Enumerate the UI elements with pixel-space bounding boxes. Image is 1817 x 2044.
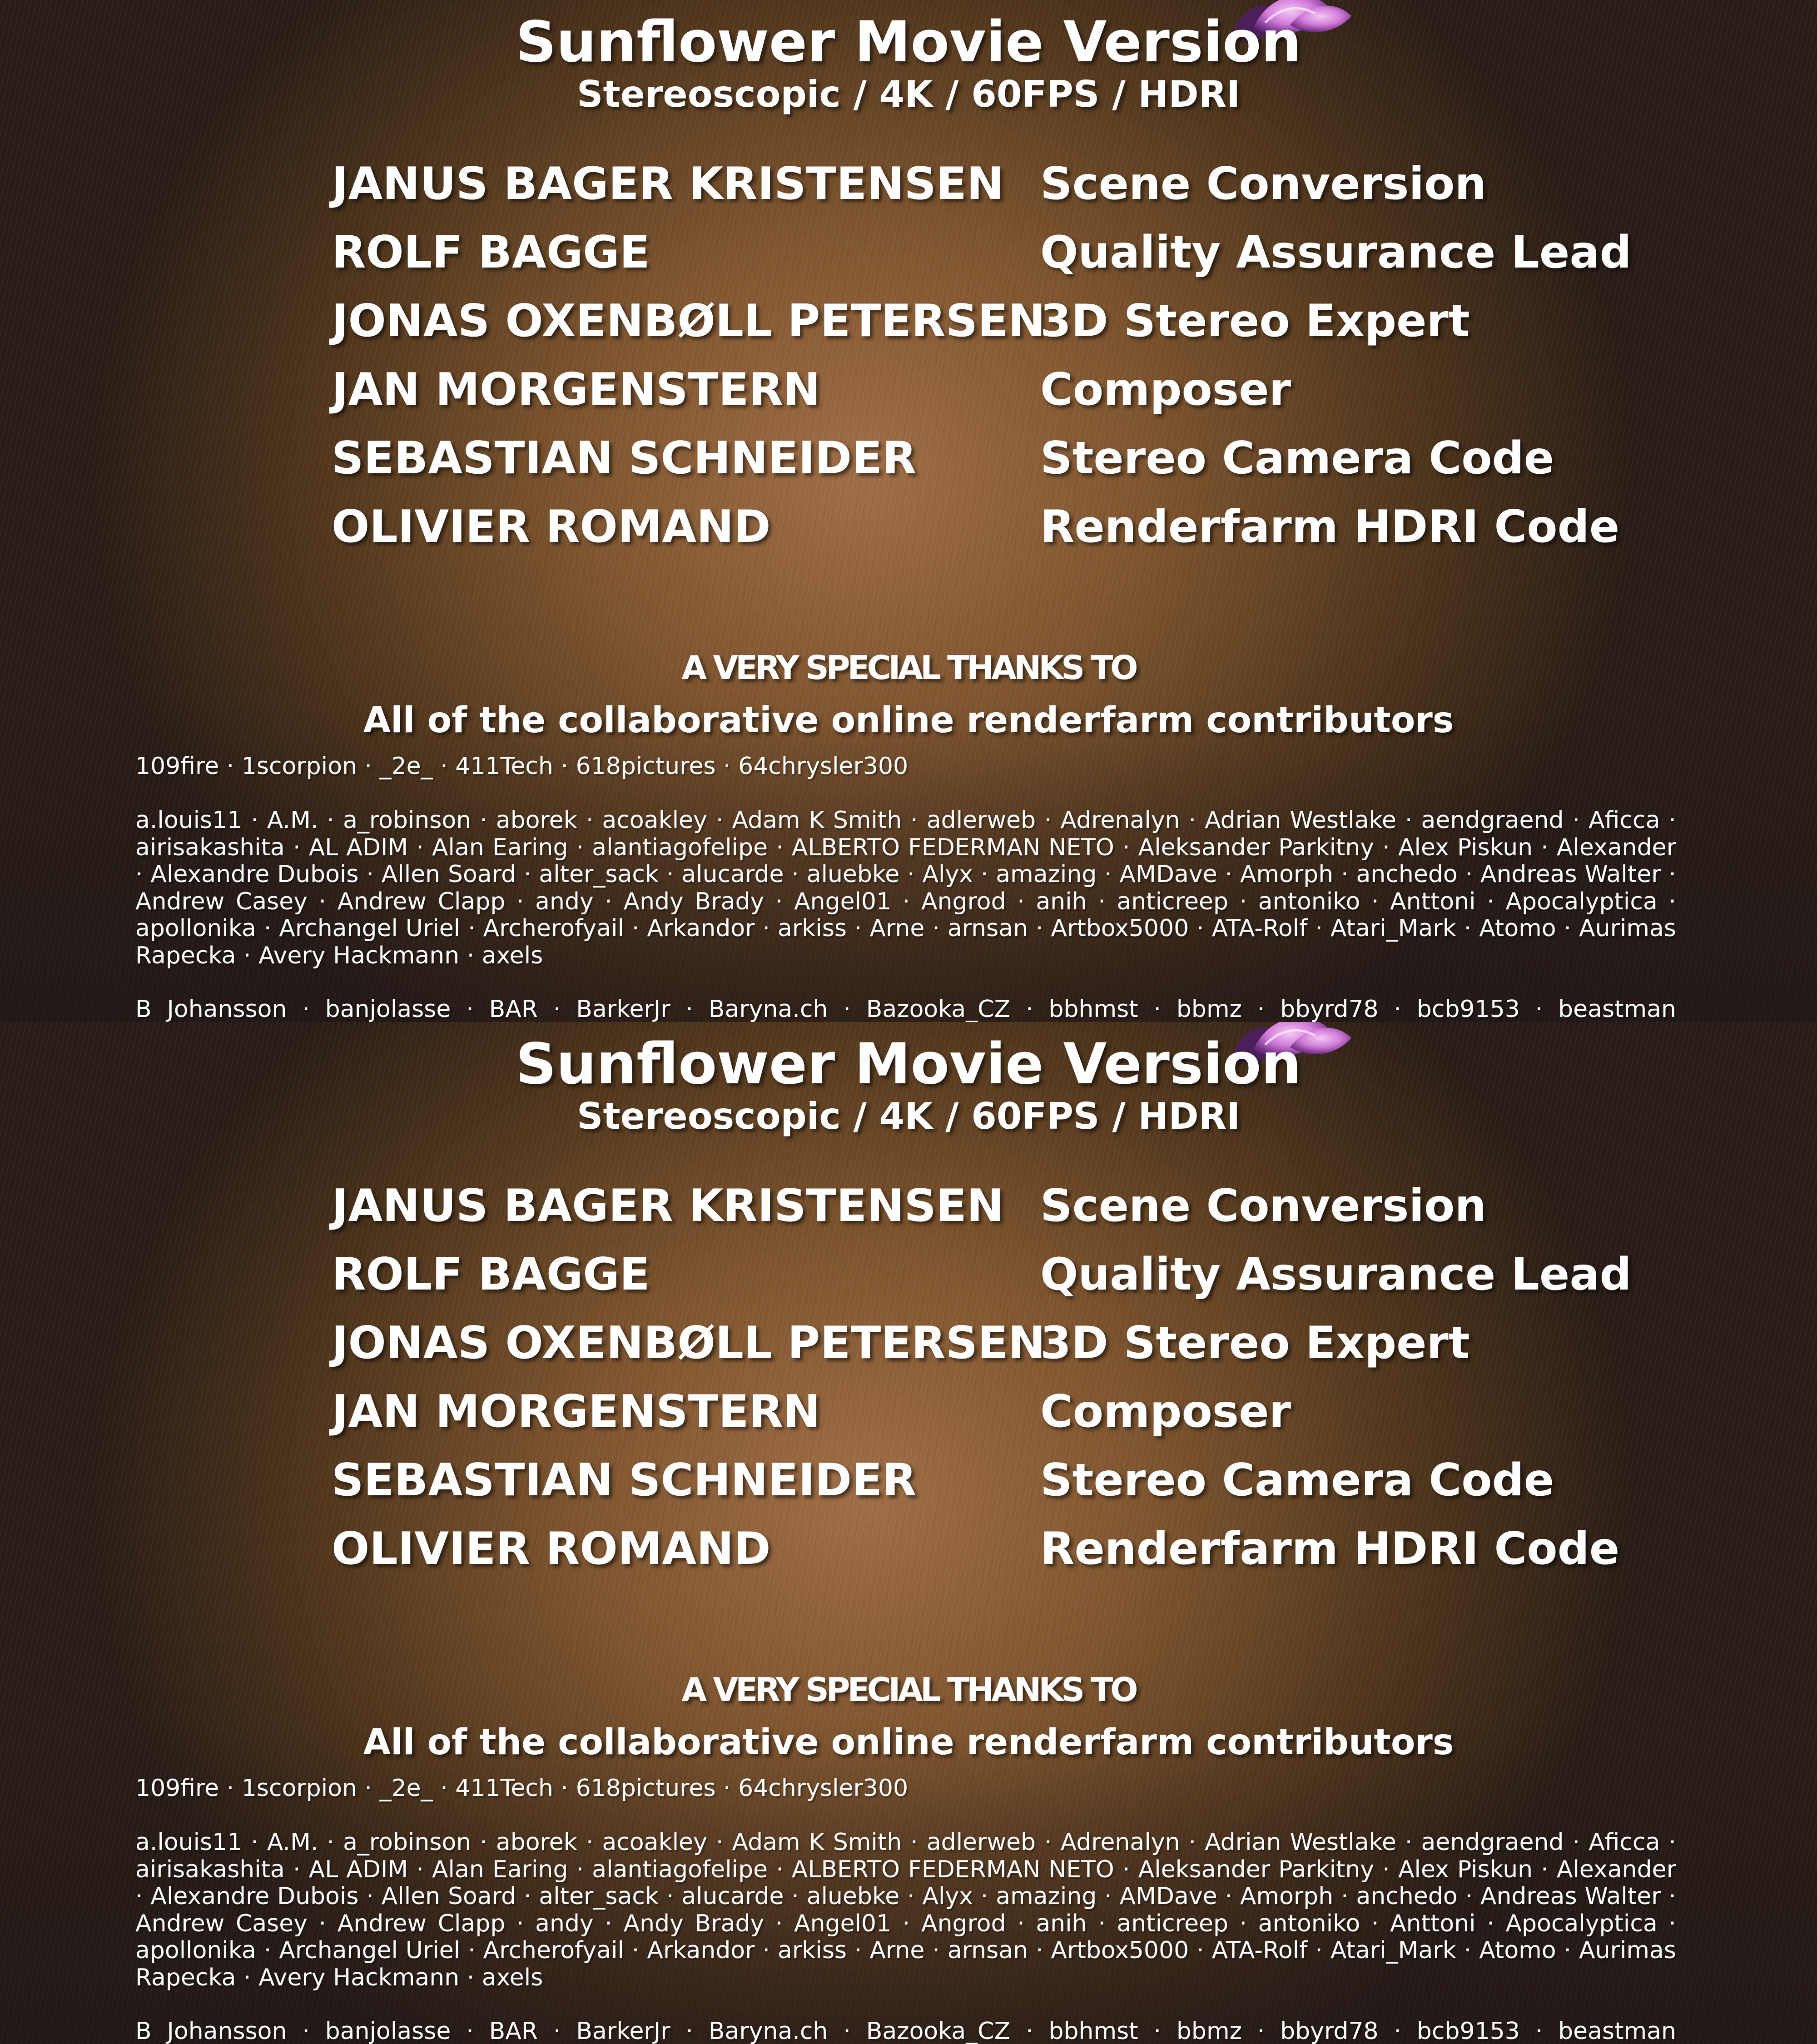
credit-role: Scene Conversion	[1040, 150, 1486, 218]
movie-subtitle: Stereoscopic / 4K / 60FPS / HDRI	[0, 1095, 1817, 1138]
credit-name: SEBASTIAN SCHNEIDER	[332, 1446, 917, 1515]
credit-name: OLIVIER ROMAND	[332, 493, 771, 561]
credit-role: Quality Assurance Lead	[1040, 218, 1632, 287]
special-thanks-heading: A VERY SPECIAL THANKS TO	[0, 647, 1817, 688]
contributors-group: 109fire · 1scorpion · _2e_ · 411Tech · 618pictures · 64chrysler300	[135, 1775, 1676, 1802]
credit-role: Stereo Camera Code	[1040, 424, 1554, 493]
movie-subtitle: Stereoscopic / 4K / 60FPS / HDRI	[0, 73, 1817, 116]
special-thanks-subheading: All of the collaborative online renderfarm contributors	[0, 1720, 1817, 1765]
credit-name: ROLF BAGGE	[332, 1240, 650, 1309]
credit-role: 3D Stereo Expert	[1040, 1309, 1470, 1378]
movie-title: Sunflower Movie Version	[0, 8, 1817, 76]
credit-role: Composer	[1040, 356, 1291, 424]
contributors-group: a.louis11 · A.M. · a_robinson · aborek · acoakley · Adam K Smith · adlerweb · Adrenalyn · Adrian Westlake · aendgraend · Aficca · airisakashita · AL ADIM · Alan Earing · alantiagofelipe · ALBERTO FEDERMAN NETO · Aleksander Parkitny · Alex Piskun · Alexander · Alexandre Dubois · Allen Soard · alter_sack · alucarde · aluebke · Alyx · amazing · AMDave · Amorph · anchedo · Andreas Walter · Andrew Casey · Andrew Clapp · andy · Andy Brady · Angel01 · Angrod · anih · anticreep · antoniko · Anttoni · Apocalyptica · apollonika · Archangel Uriel · Archerofyail · Arkandor · arkiss · Arne · arnsan · Artbox5000 · ATA-Rolf · Atari_Mark · Atomo · Aurimas Rapecka · Avery Hackmann · axels	[135, 807, 1676, 969]
credit-name: JONAS OXENBØLL PETERSEN	[332, 287, 1045, 356]
credit-name: JAN MORGENSTERN	[332, 356, 820, 424]
contributors-group: B Johansson · banjolasse · BAR · BarkerJr · Baryna.ch · Bazooka_CZ · bbhmst · bbmz · bbyrd78 · bcb9153 · beastman	[135, 996, 1676, 1022]
credit-role: Renderfarm HDRI Code	[1040, 1515, 1619, 1583]
special-thanks-heading: A VERY SPECIAL THANKS TO	[0, 1669, 1817, 1710]
credit-name: JONAS OXENBØLL PETERSEN	[332, 1309, 1045, 1378]
credit-role: Stereo Camera Code	[1040, 1446, 1554, 1515]
credit-name: JAN MORGENSTERN	[332, 1378, 820, 1446]
credit-name: JANUS BAGER KRISTENSEN	[332, 150, 1004, 218]
credit-name: SEBASTIAN SCHNEIDER	[332, 424, 917, 493]
movie-title: Sunflower Movie Version	[0, 1030, 1817, 1098]
special-thanks-subheading: All of the collaborative online renderfarm contributors	[0, 698, 1817, 743]
credit-name: OLIVIER ROMAND	[332, 1515, 771, 1583]
contributors-group: a.louis11 · A.M. · a_robinson · aborek · acoakley · Adam K Smith · adlerweb · Adrenalyn · Adrian Westlake · aendgraend · Aficca · airisakashita · AL ADIM · Alan Earing · alantiagofelipe · ALBERTO FEDERMAN NETO · Aleksander Parkitny · Alex Piskun · Alexander · Alexandre Dubois · Allen Soard · alter_sack · alucarde · aluebke · Alyx · amazing · AMDave · Amorph · anchedo · Andreas Walter · Andrew Casey · Andrew Clapp · andy · Andy Brady · Angel01 · Angrod · anih · anticreep · antoniko · Anttoni · Apocalyptica · apollonika · Archangel Uriel · Archerofyail · Arkandor · arkiss · Arne · arnsan · Artbox5000 · ATA-Rolf · Atari_Mark · Atomo · Aurimas Rapecka · Avery Hackmann · axels	[135, 1829, 1676, 1991]
credit-role: Scene Conversion	[1040, 1172, 1486, 1240]
credit-role: Quality Assurance Lead	[1040, 1240, 1632, 1309]
credit-role: Renderfarm HDRI Code	[1040, 493, 1619, 561]
credit-role: 3D Stereo Expert	[1040, 287, 1470, 356]
contributors-group: B Johansson · banjolasse · BAR · BarkerJr · Baryna.ch · Bazooka_CZ · bbhmst · bbmz · bbyrd78 · bcb9153 · beastman	[135, 2018, 1676, 2044]
credit-name: JANUS BAGER KRISTENSEN	[332, 1172, 1004, 1240]
credit-name: ROLF BAGGE	[332, 218, 650, 287]
contributors-group: 109fire · 1scorpion · _2e_ · 411Tech · 618pictures · 64chrysler300	[135, 753, 1676, 780]
credit-role: Composer	[1040, 1378, 1291, 1446]
